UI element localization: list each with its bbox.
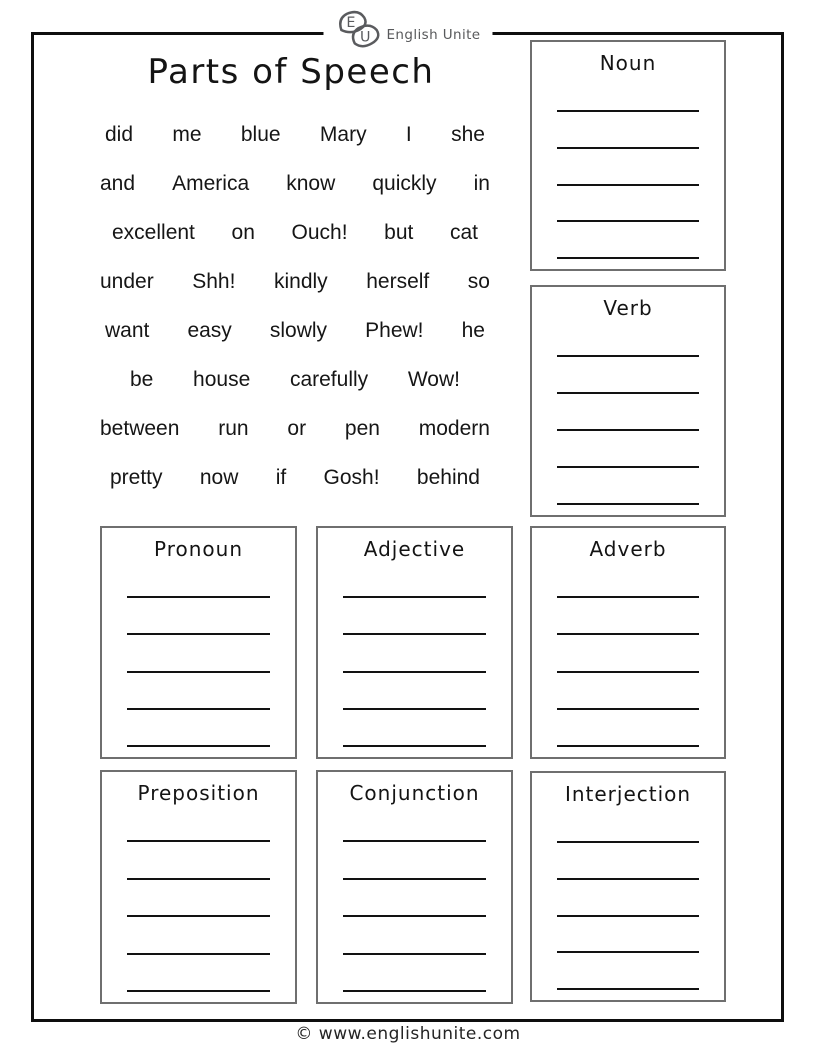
blank-writing-line <box>557 915 699 917</box>
word: on <box>231 220 255 244</box>
writing-lines <box>557 355 699 505</box>
category-box-preposition <box>100 770 297 1004</box>
blank-writing-line <box>343 915 486 917</box>
footer-copyright: © www.englishunite.com <box>295 1024 521 1044</box>
blank-writing-line <box>557 988 699 990</box>
writing-lines <box>343 596 486 747</box>
word: want <box>105 318 150 342</box>
blank-writing-line <box>557 503 699 505</box>
writing-lines <box>343 840 486 992</box>
word-bank-row <box>100 453 490 502</box>
word: Gosh! <box>323 465 380 489</box>
blank-writing-line <box>557 466 699 468</box>
category-box-pronoun <box>100 526 297 759</box>
blank-writing-line <box>557 596 699 598</box>
word: Shh! <box>192 269 236 293</box>
word: easy <box>187 318 232 342</box>
blank-writing-line <box>343 671 486 673</box>
logo-letter-e: E <box>346 15 356 32</box>
word-bank-row <box>100 159 490 208</box>
word: me <box>172 122 202 146</box>
word: behind <box>416 465 480 489</box>
word: and <box>100 171 136 195</box>
word: modern <box>418 416 490 440</box>
blank-writing-line <box>557 392 699 394</box>
word-bank-row <box>100 257 490 306</box>
word: or <box>287 416 307 440</box>
word: Phew! <box>365 318 424 342</box>
blank-writing-line <box>343 878 486 880</box>
category-box-title: Pronoun <box>154 537 243 561</box>
word: pen <box>344 416 380 440</box>
word: pretty <box>110 465 163 489</box>
word: under <box>100 269 154 293</box>
blank-writing-line <box>557 708 699 710</box>
blank-writing-line <box>127 990 270 992</box>
word: blue <box>240 122 281 146</box>
brand-name: English Unite <box>386 26 481 43</box>
category-box-title: Adverb <box>589 537 667 561</box>
blank-writing-line <box>127 953 270 955</box>
word: she <box>451 122 485 146</box>
word: I <box>405 122 412 146</box>
word: excellent <box>112 220 195 244</box>
blank-writing-line <box>127 915 270 917</box>
blank-writing-line <box>557 220 699 222</box>
word: he <box>461 318 485 342</box>
word: slowly <box>269 318 328 342</box>
blank-writing-line <box>557 745 699 747</box>
word: herself <box>366 269 430 293</box>
blank-writing-line <box>557 878 699 880</box>
blank-writing-line <box>557 184 699 186</box>
category-box-interjection <box>530 771 726 1002</box>
category-box-conjunction <box>316 770 513 1004</box>
category-box-title: Noun <box>599 51 657 75</box>
blank-writing-line <box>127 708 270 710</box>
word-bank-row <box>100 306 490 355</box>
word: run <box>218 416 249 440</box>
word-bank-row <box>100 208 490 257</box>
blank-writing-line <box>343 596 486 598</box>
category-box-title: Verb <box>603 296 653 320</box>
blank-writing-line <box>343 633 486 635</box>
word: know <box>286 171 336 195</box>
word: but <box>384 220 414 244</box>
blank-writing-line <box>127 596 270 598</box>
blank-writing-line <box>557 633 699 635</box>
word-bank <box>100 110 490 502</box>
category-box-adverb <box>530 526 726 759</box>
word: in <box>473 171 490 195</box>
word-bank-row <box>100 110 490 159</box>
worksheet-title: Parts of Speech <box>147 52 435 92</box>
category-box-noun <box>530 40 726 271</box>
category-box-adjective <box>316 526 513 759</box>
logo-letter-u: U <box>359 29 371 46</box>
word: be <box>130 367 154 391</box>
category-box-title: Preposition <box>137 781 260 805</box>
writing-lines <box>127 840 270 992</box>
blank-writing-line <box>127 878 270 880</box>
word: so <box>467 269 490 293</box>
word: Wow! <box>407 367 460 391</box>
word: did <box>105 122 134 146</box>
eu-logo-icon <box>335 9 383 51</box>
blank-writing-line <box>557 355 699 357</box>
writing-lines <box>557 841 699 990</box>
blank-writing-line <box>127 745 270 747</box>
blank-writing-line <box>343 840 486 842</box>
blank-writing-line <box>557 147 699 149</box>
writing-lines <box>557 110 699 259</box>
word: carefully <box>289 367 369 391</box>
blank-writing-line <box>343 953 486 955</box>
blank-writing-line <box>557 841 699 843</box>
word: Mary <box>319 122 367 146</box>
blank-writing-line <box>343 745 486 747</box>
word: America <box>172 171 250 195</box>
writing-lines <box>127 596 270 747</box>
blank-writing-line <box>557 429 699 431</box>
word: house <box>193 367 251 391</box>
word: now <box>199 465 239 489</box>
word-bank-row <box>100 355 490 404</box>
word: cat <box>449 220 478 244</box>
blank-writing-line <box>343 990 486 992</box>
word: quickly <box>372 171 437 195</box>
word: kindly <box>273 269 328 293</box>
word-bank-row <box>100 404 490 453</box>
brand-logo <box>323 9 492 51</box>
word: if <box>275 465 287 489</box>
blank-writing-line <box>557 257 699 259</box>
category-box-title: Adjective <box>363 537 466 561</box>
category-box-title: Interjection <box>564 782 692 806</box>
blank-writing-line <box>127 671 270 673</box>
blank-writing-line <box>557 951 699 953</box>
writing-lines <box>557 596 699 747</box>
category-box-title: Conjunction <box>349 781 480 805</box>
blank-writing-line <box>127 840 270 842</box>
blank-writing-line <box>557 671 699 673</box>
category-box-verb <box>530 285 726 517</box>
blank-writing-line <box>343 708 486 710</box>
blank-writing-line <box>127 633 270 635</box>
blank-writing-line <box>557 110 699 112</box>
word: between <box>100 416 180 440</box>
word: Ouch! <box>291 220 348 244</box>
